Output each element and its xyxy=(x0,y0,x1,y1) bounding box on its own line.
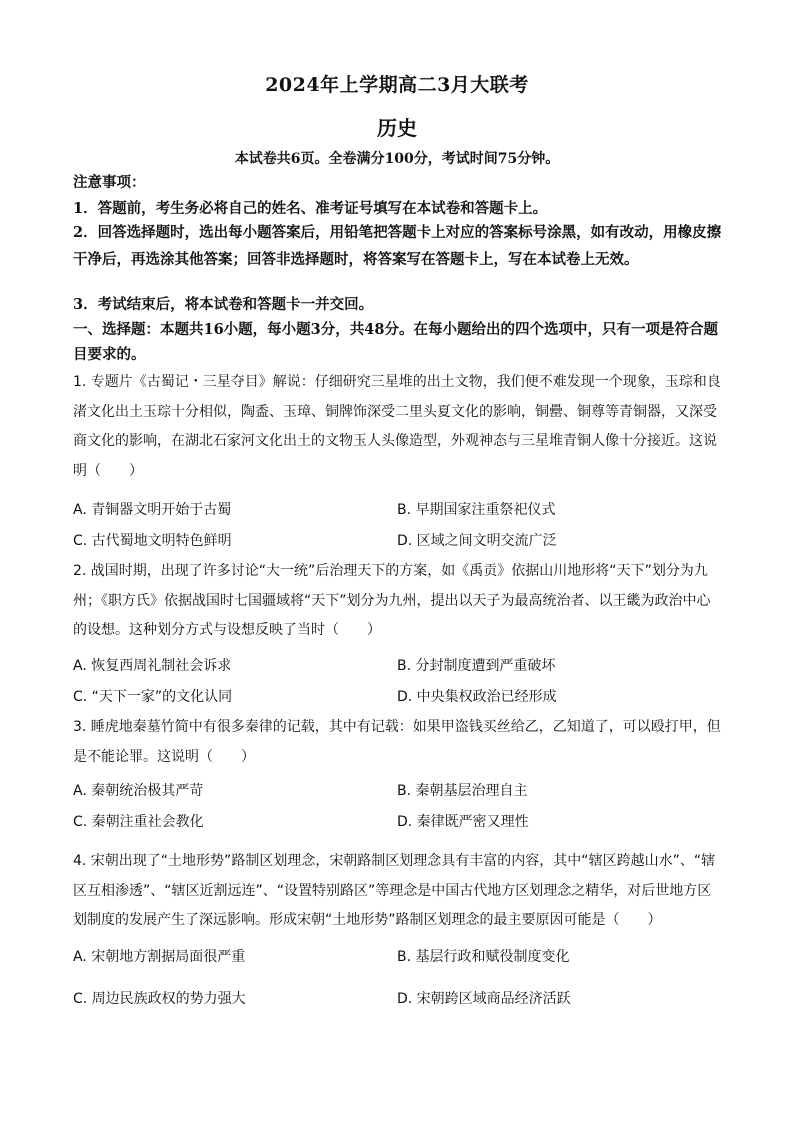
question-2-option-b[interactable]: B. 分封制度遭到严重破坏 xyxy=(397,658,556,674)
question-3-option-b[interactable]: B. 秦朝基层治理自主 xyxy=(397,783,528,799)
question-2-option-c[interactable]: C. “天下一家”的文化认同 xyxy=(73,689,233,705)
question-3-option-c[interactable]: C. 秦朝注重社会教化 xyxy=(73,814,204,830)
notice-item-3: 3．考试结束后，将本试卷和答题卡一并交回。 xyxy=(73,296,374,313)
subject-title: 历史 xyxy=(377,116,417,140)
question-4-option-a[interactable]: A. 宋朝地方割据局面很严重 xyxy=(73,949,246,965)
exam-title: 2024年上学期高二3月大联考 xyxy=(265,74,529,96)
question-4-option-c[interactable]: C. 周边民族政权的势力强大 xyxy=(73,991,246,1007)
question-2-stem: 2. 战国时期，出现了许多讨论“大一统”后治理天下的方案，如《禹贡》依据山川地形将“天下”划分为九州；《职方氏》依据战国时七国疆域将“天下”划分为九州，提出以天子为最高统治者、以王畿为政治中心的设想。这种划分方式与设想反映了当时（ ） xyxy=(73,563,711,638)
question-4-option-b[interactable]: B. 基层行政和赋役制度变化 xyxy=(397,949,570,965)
question-3-stem: 3. 睡虎地秦墓竹简中有很多秦律的记载，其中有记载：如果甲盗钱买丝给乙，乙知道了，可以殴打甲，但是不能论罪。这说明（ ） xyxy=(73,719,721,765)
question-3-option-d[interactable]: D. 秦律既严密又理性 xyxy=(397,814,529,830)
question-1-option-c[interactable]: C. 古代蜀地文明特色鲜明 xyxy=(73,533,232,549)
section-heading: 一、选择题：本题共16小题，每小题3分，共48分。在每小题给出的四个选项中，只有一项是符合题目要求的。 xyxy=(73,321,718,363)
question-3-option-a[interactable]: A. 秦朝统治极其严苛 xyxy=(73,783,204,799)
question-1-stem: 1. 专题片《古蜀记・三星夺目》解说：仔细研究三星堆的出土文物，我们便不难发现一个现象，玉琮和良渚文化出土玉琮十分相似，陶盉、玉璋、铜牌饰深受二里头夏文化的影响，铜罍、铜尊等青铜器，又深受商文化的影响，在湖北石家河文化出土的文物玉人头像造型，外观神态与三星堆青铜人像十分接近。这说明（ ） xyxy=(73,374,721,479)
question-2-option-d[interactable]: D. 中央集权政治已经形成 xyxy=(397,689,557,705)
question-2-option-a[interactable]: A. 恢复西周礼制社会诉求 xyxy=(73,658,232,674)
notice-heading: 注意事项： xyxy=(73,174,146,191)
notice-item-1: 1．答题前，考生务必将自己的姓名、准考证号填写在本试卷和答题卡上。 xyxy=(73,200,548,217)
question-4-stem: 4. 宋朝出现了“土地形势”路制区划理念，宋朝路制区划理念具有丰富的内容，其中“辖区跨越山水”、“辖区互相渗透”、“辖区近割远连”、“设置特别路区”等理念是中国古代地方区划理念之精华，对后世地方区划制度的发展产生了深远影响。形成宋朝“土地形势”路制区划理念的最主要原因可能是（ ） xyxy=(73,853,716,928)
exam-info: 本试卷共6页。全卷满分100分，考试时间75分钟。 xyxy=(234,151,560,167)
question-1-option-b[interactable]: B. 早期国家注重祭祀仪式 xyxy=(397,502,556,518)
notice-item-2: 2．回答选择题时，选出每小题答案后，用铅笔把答题卡上对应的答案标号涂黑，如有改动，用橡皮擦干净后，再选涂其他答案；回答非选择题时，将答案写在答题卡上，写在本试卷上无效。 xyxy=(73,224,722,268)
question-1-option-a[interactable]: A. 青铜器文明开始于古蜀 xyxy=(73,502,232,518)
question-1-option-d[interactable]: D. 区域之间文明交流广泛 xyxy=(397,533,557,549)
question-4-option-d[interactable]: D. 宋朝跨区域商品经济活跃 xyxy=(397,991,571,1007)
